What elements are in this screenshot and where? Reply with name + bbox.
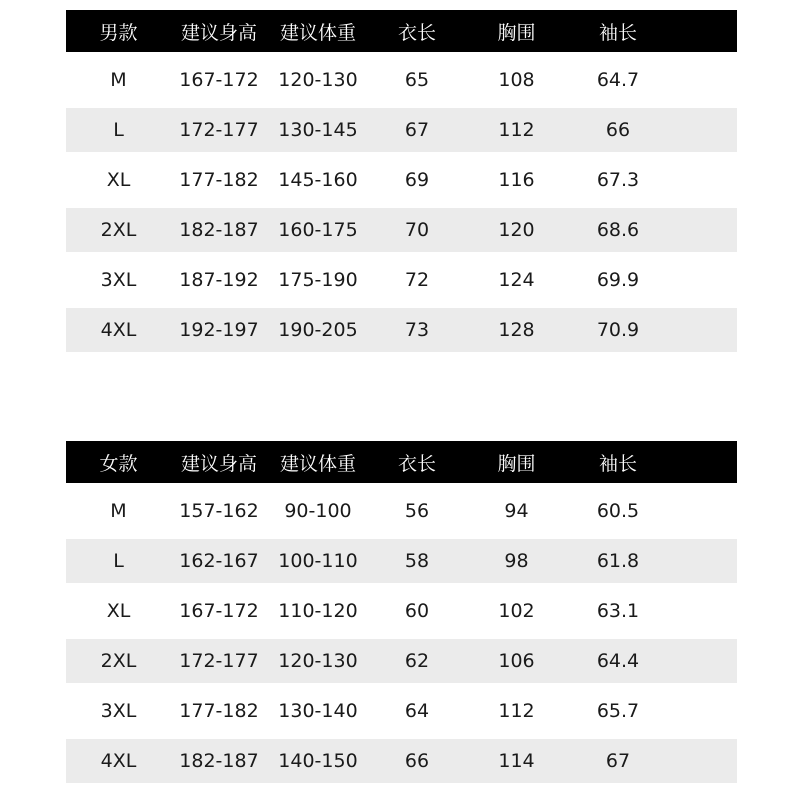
header-cell-sleeve: 袖长 xyxy=(598,21,637,44)
length-cell: 72 xyxy=(404,269,430,291)
table-row xyxy=(66,639,737,683)
size-cell: M xyxy=(110,500,127,522)
women-size-table xyxy=(66,441,737,783)
weight-cell: 175-190 xyxy=(278,269,358,291)
weight-cell: 90-100 xyxy=(284,500,352,522)
sleeve-cell: 64.7 xyxy=(596,69,640,91)
sleeve-cell: 63.1 xyxy=(596,600,640,622)
size-cell: 3XL xyxy=(100,269,137,291)
header-cell-height: 建议身高 xyxy=(180,21,257,44)
chest-cell: 116 xyxy=(498,169,535,191)
length-cell: 56 xyxy=(404,500,430,522)
size-cell: 2XL xyxy=(100,650,137,672)
weight-cell: 130-140 xyxy=(278,700,358,722)
height-cell: 182-187 xyxy=(179,219,259,241)
chest-cell: 112 xyxy=(498,119,535,141)
size-cell: L xyxy=(113,550,124,572)
length-cell: 58 xyxy=(404,550,430,572)
height-cell: 192-197 xyxy=(179,319,259,341)
table-row xyxy=(66,208,737,252)
weight-cell: 120-130 xyxy=(278,69,358,91)
header-cell-category: 女款 xyxy=(99,452,138,475)
chest-cell: 128 xyxy=(498,319,535,341)
height-cell: 172-177 xyxy=(179,119,259,141)
chest-cell: 124 xyxy=(498,269,535,291)
height-cell: 162-167 xyxy=(179,550,259,572)
size-cell: 4XL xyxy=(100,750,137,772)
size-cell: 2XL xyxy=(100,219,137,241)
chest-cell: 120 xyxy=(498,219,535,241)
table-row xyxy=(66,739,737,783)
length-cell: 62 xyxy=(404,650,430,672)
weight-cell: 160-175 xyxy=(278,219,358,241)
sleeve-cell: 64.4 xyxy=(596,650,640,672)
table-row xyxy=(66,539,737,583)
sleeve-cell: 67.3 xyxy=(596,169,640,191)
size-cell: L xyxy=(113,119,124,141)
height-cell: 182-187 xyxy=(179,750,259,772)
sleeve-cell: 61.8 xyxy=(596,550,640,572)
height-cell: 187-192 xyxy=(179,269,259,291)
height-cell: 177-182 xyxy=(179,700,259,722)
table-row xyxy=(66,258,737,302)
table-row xyxy=(66,108,737,152)
chest-cell: 98 xyxy=(504,550,529,572)
chest-cell: 108 xyxy=(498,69,535,91)
header-cell-category: 男款 xyxy=(99,21,138,44)
size-cell: 4XL xyxy=(100,319,137,341)
header-cell-chest: 胸围 xyxy=(497,21,536,44)
chest-cell: 102 xyxy=(498,600,535,622)
length-cell: 70 xyxy=(404,219,430,241)
length-cell: 67 xyxy=(404,119,430,141)
table-row xyxy=(66,58,737,102)
sleeve-cell: 67 xyxy=(605,750,631,772)
size-cell: XL xyxy=(106,600,131,622)
table-row xyxy=(66,689,737,733)
sleeve-cell: 70.9 xyxy=(596,319,640,341)
weight-cell: 130-145 xyxy=(278,119,358,141)
header-cell-sleeve: 袖长 xyxy=(598,452,637,475)
sleeve-cell: 69.9 xyxy=(596,269,640,291)
size-cell: 3XL xyxy=(100,700,137,722)
length-cell: 73 xyxy=(404,319,430,341)
height-cell: 167-172 xyxy=(179,69,259,91)
men-table-header xyxy=(66,10,737,52)
size-cell: M xyxy=(110,69,127,91)
header-cell-height: 建议身高 xyxy=(180,452,257,475)
women-table-header xyxy=(66,441,737,483)
sleeve-cell: 68.6 xyxy=(596,219,640,241)
sleeve-cell: 60.5 xyxy=(596,500,640,522)
header-cell-length: 衣长 xyxy=(397,452,436,475)
sleeve-cell: 65.7 xyxy=(596,700,640,722)
weight-cell: 140-150 xyxy=(278,750,358,772)
weight-cell: 120-130 xyxy=(278,650,358,672)
height-cell: 167-172 xyxy=(179,600,259,622)
table-row xyxy=(66,589,737,633)
table-row xyxy=(66,308,737,352)
chest-cell: 106 xyxy=(498,650,535,672)
length-cell: 65 xyxy=(404,69,430,91)
size-cell: XL xyxy=(106,169,131,191)
men-size-table xyxy=(66,10,737,352)
weight-cell: 145-160 xyxy=(278,169,358,191)
weight-cell: 100-110 xyxy=(278,550,358,572)
length-cell: 66 xyxy=(404,750,430,772)
length-cell: 60 xyxy=(404,600,430,622)
table-row xyxy=(66,489,737,533)
height-cell: 177-182 xyxy=(179,169,259,191)
header-cell-weight: 建议体重 xyxy=(279,21,356,44)
header-cell-length: 衣长 xyxy=(397,21,436,44)
table-row xyxy=(66,158,737,202)
chest-cell: 114 xyxy=(498,750,535,772)
header-cell-chest: 胸围 xyxy=(497,452,536,475)
length-cell: 69 xyxy=(404,169,430,191)
header-cell-weight: 建议体重 xyxy=(279,452,356,475)
chest-cell: 94 xyxy=(504,500,529,522)
weight-cell: 110-120 xyxy=(278,600,358,622)
length-cell: 64 xyxy=(404,700,430,722)
height-cell: 172-177 xyxy=(179,650,259,672)
sleeve-cell: 66 xyxy=(605,119,631,141)
weight-cell: 190-205 xyxy=(278,319,358,341)
height-cell: 157-162 xyxy=(179,500,259,522)
chest-cell: 112 xyxy=(498,700,535,722)
